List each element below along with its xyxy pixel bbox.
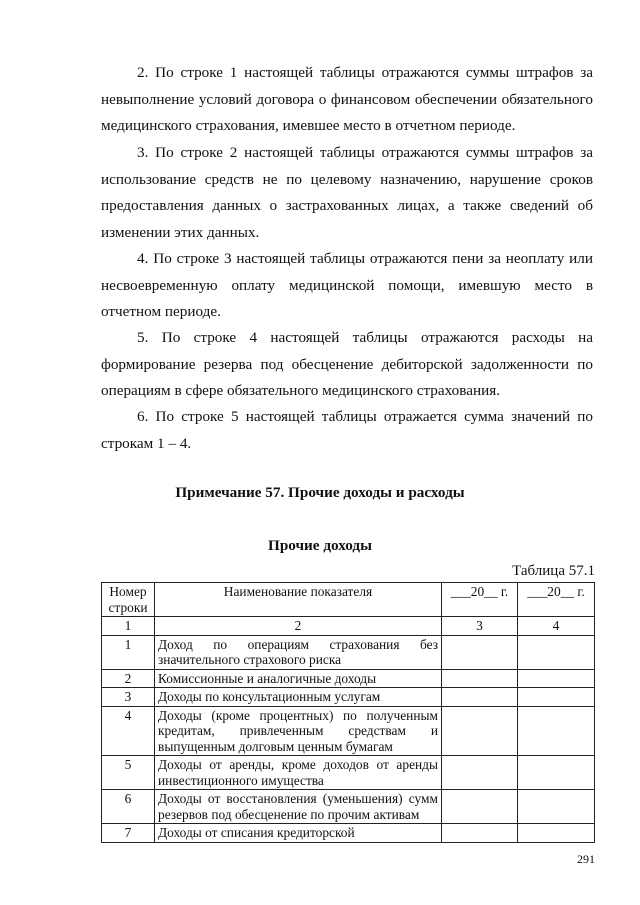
table-row	[102, 635, 595, 669]
index-cell: 2	[155, 617, 442, 636]
value-cell	[518, 790, 595, 824]
value-cell	[518, 669, 595, 688]
section-heading: Прочие доходы	[268, 537, 372, 554]
paragraph-3: 3. По строке 2 настоящей таблицы отражаются суммы штрафов за использование средств не по целевому назначению, нарушение сроков предоставления данных о застрахованных лицах, а также сведений об изменении этих данных.	[101, 144, 593, 241]
page-number: 291	[577, 852, 595, 866]
row-name: Доходы по консультационным услугам	[155, 688, 442, 707]
row-name: Доходы от списания кредиторской	[155, 824, 442, 843]
value-cell	[442, 706, 518, 756]
table-row	[102, 706, 595, 756]
value-cell	[442, 824, 518, 843]
row-number: 2	[102, 669, 155, 688]
table-row	[102, 669, 595, 688]
header-row-number: Номер строки	[102, 583, 155, 617]
value-cell	[518, 635, 595, 669]
row-number: 7	[102, 824, 155, 843]
row-name: Доходы от аренды, кроме доходов от аренды инвестиционного имущества	[155, 756, 442, 790]
row-number: 5	[102, 756, 155, 790]
row-number: 6	[102, 790, 155, 824]
paragraph-6: 6. По строке 5 настоящей таблицы отражается сумма значений по строкам 1 – 4.	[101, 408, 593, 452]
value-cell	[442, 756, 518, 790]
header-year-1: ___20__ г.	[442, 583, 518, 617]
value-cell	[442, 669, 518, 688]
row-name: Доход по операциям страхования без значительного страхового риска	[155, 635, 442, 669]
table-row	[102, 688, 595, 707]
value-cell	[518, 688, 595, 707]
row-number: 3	[102, 688, 155, 707]
row-name: Доходы (кроме процентных) по полученным кредитам, привлеченным средствам и выпущенным долговым ценным бумагам	[155, 706, 442, 756]
row-name: Комиссионные и аналогичные доходы	[155, 669, 442, 688]
header-indicator-name: Наименование показателя	[155, 583, 442, 617]
value-cell	[442, 688, 518, 707]
other-income-table	[101, 582, 595, 843]
table-header-row	[102, 583, 595, 617]
row-number: 1	[102, 635, 155, 669]
paragraph-4: 4. По строке 3 настоящей таблицы отражаются пени за неоплату или несвоевременную оплату медицинской помощи, имевшую место в отчетном периоде.	[101, 250, 593, 320]
table-label: Таблица 57.1	[512, 563, 595, 579]
table-row	[102, 824, 595, 843]
note-heading: Примечание 57. Прочие доходы и расходы	[175, 484, 465, 501]
value-cell	[518, 706, 595, 756]
paragraph-5: 5. По строке 4 настоящей таблицы отражаются расходы на формирование резерва под обесценение дебиторской задолженности по операциям в сфере обязательного медицинского страхования.	[101, 329, 593, 399]
paragraph-2: 2. По строке 1 настоящей таблицы отражаются суммы штрафов за невыполнение условий договора о финансовом обеспечении обязательного медицинского страхования, имевшее место в отчетном периоде.	[101, 64, 593, 134]
index-cell: 3	[442, 617, 518, 636]
value-cell	[518, 824, 595, 843]
value-cell	[442, 635, 518, 669]
index-cell: 1	[102, 617, 155, 636]
table-index-row	[102, 617, 595, 636]
row-name: Доходы от восстановления (уменьшения) сумм резервов под обесценение по прочим активам	[155, 790, 442, 824]
table-row	[102, 756, 595, 790]
header-year-2: ___20__ г.	[518, 583, 595, 617]
value-cell	[518, 756, 595, 790]
index-cell: 4	[518, 617, 595, 636]
value-cell	[442, 790, 518, 824]
row-number: 4	[102, 706, 155, 756]
table-row	[102, 790, 595, 824]
